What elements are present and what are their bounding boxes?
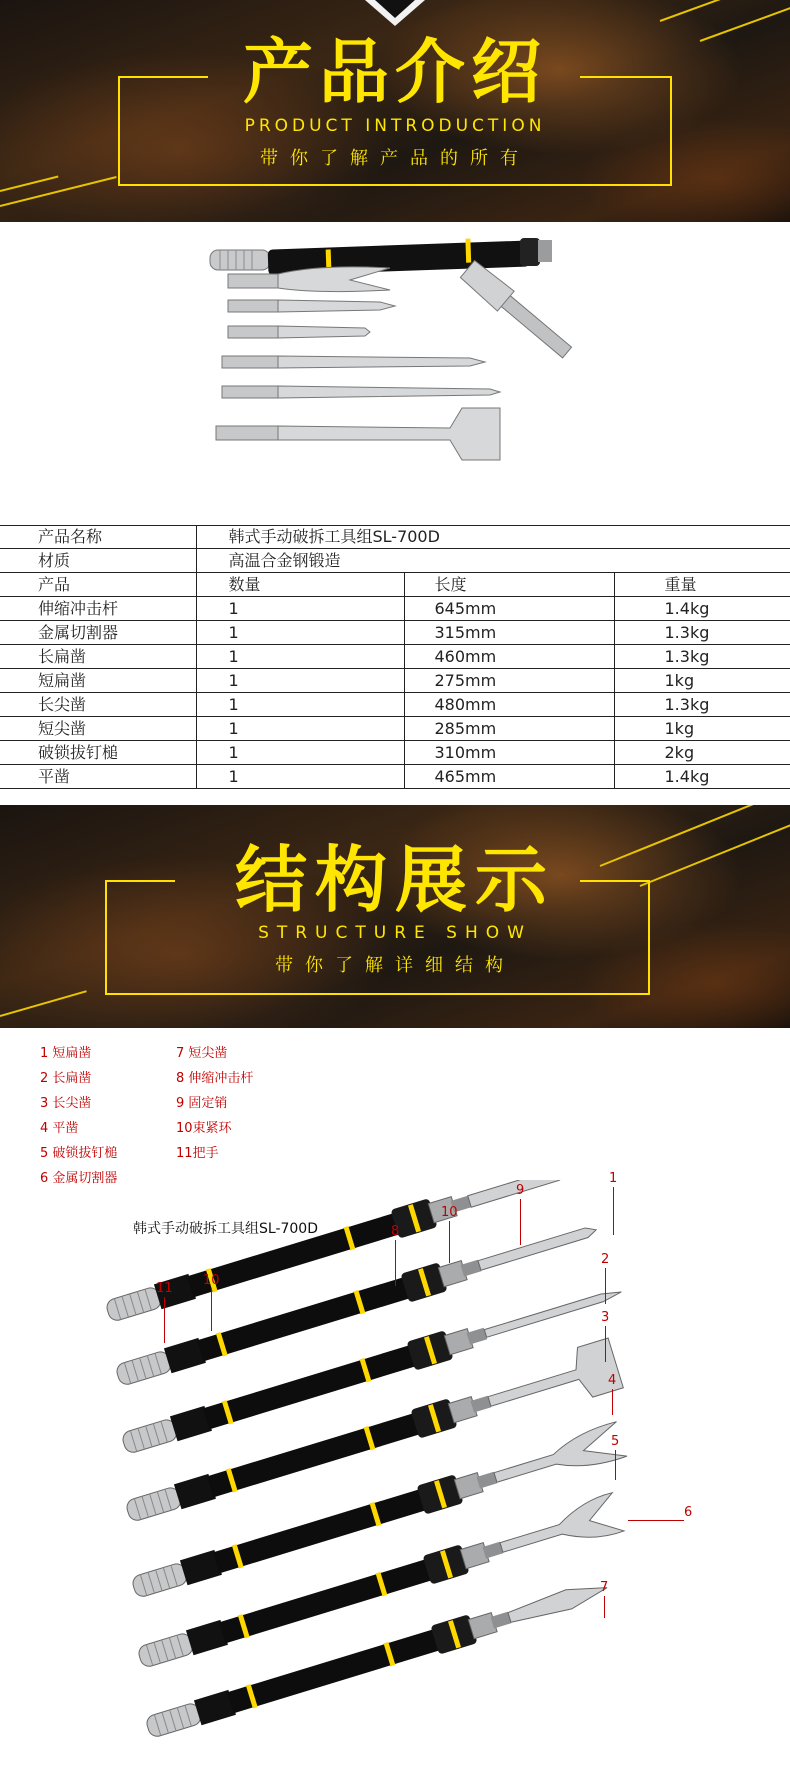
fork-tool-image	[228, 267, 390, 292]
table-row	[0, 693, 790, 717]
leader-line	[604, 1596, 605, 1618]
table-row	[0, 765, 790, 789]
table-row	[0, 549, 790, 573]
structure-diagram	[100, 1180, 700, 1770]
cell-qty: 1	[196, 693, 404, 717]
material-value: 高温合金钢锻造	[196, 549, 790, 573]
callout-6: 6	[684, 1505, 693, 1520]
leader-line	[449, 1221, 450, 1263]
callout-5: 5	[611, 1434, 620, 1449]
table-row	[0, 525, 790, 549]
cell-product: 短尖凿	[0, 717, 196, 741]
spec-table	[0, 525, 790, 789]
diagram-caption: 韩式手动破拆工具组SL-700D	[133, 1221, 318, 1237]
product-name-value: 韩式手动破拆工具组SL-700D	[196, 525, 790, 549]
cell-length: 315mm	[404, 621, 614, 645]
callout-8: 8	[391, 1224, 400, 1239]
cell-product: 金属切割器	[0, 621, 196, 645]
cell-length: 310mm	[404, 741, 614, 765]
structure-subtitle-en: STRUCTURE SHOW	[258, 923, 532, 943]
cell-length: 275mm	[404, 669, 614, 693]
cell-weight: 1.3kg	[614, 645, 790, 669]
header-qty: 数量	[196, 573, 404, 597]
product-photo	[200, 228, 620, 518]
legend-item: 10束紧环	[176, 1121, 232, 1136]
legend-left	[40, 1041, 117, 1191]
structure-banner	[0, 805, 790, 1028]
leader-line	[628, 1520, 684, 1521]
bracket-line	[105, 993, 650, 995]
cell-qty: 1	[196, 669, 404, 693]
callout-2: 2	[601, 1252, 610, 1267]
intro-subtitle-cn: 带你了解产品的所有	[260, 148, 530, 169]
callout-4: 4	[608, 1373, 617, 1388]
cell-length: 465mm	[404, 765, 614, 789]
legend-item: 5 破锁拔钉槌	[40, 1146, 118, 1161]
cell-weight: 1.3kg	[614, 621, 790, 645]
header-weight: 重量	[614, 573, 790, 597]
cell-weight: 2kg	[614, 741, 790, 765]
intro-banner	[0, 0, 790, 222]
cell-product: 长尖凿	[0, 693, 196, 717]
cell-weight: 1kg	[614, 669, 790, 693]
callout-10b: 10	[203, 1273, 220, 1288]
callout-3: 3	[601, 1310, 610, 1325]
cell-weight: 1kg	[614, 717, 790, 741]
table-row	[0, 669, 790, 693]
callout-11: 11	[156, 1281, 173, 1296]
table-row	[0, 621, 790, 645]
leader-line	[164, 1297, 165, 1343]
intro-subtitle-en: PRODUCT INTRODUCTION	[244, 116, 546, 136]
cell-product: 长扁凿	[0, 645, 196, 669]
callout-10a: 10	[441, 1205, 458, 1220]
header-product: 产品	[0, 573, 196, 597]
cell-product: 破锁拔钉槌	[0, 741, 196, 765]
legend-item: 4 平凿	[40, 1121, 79, 1136]
cell-length: 460mm	[404, 645, 614, 669]
leader-line	[605, 1326, 606, 1362]
material-label: 材质	[0, 549, 196, 573]
cell-qty: 1	[196, 621, 404, 645]
decor-stroke	[660, 0, 790, 22]
legend-item: 7 短尖凿	[176, 1046, 228, 1061]
leader-line	[520, 1199, 521, 1245]
cell-product: 短扁凿	[0, 669, 196, 693]
legend-item: 1 短扁凿	[40, 1046, 92, 1061]
cell-length: 480mm	[404, 693, 614, 717]
tool-assembly	[144, 1573, 612, 1742]
legend-item: 2 长扁凿	[40, 1071, 92, 1086]
cell-qty: 1	[196, 741, 404, 765]
cell-qty: 1	[196, 597, 404, 621]
leader-line	[605, 1268, 606, 1304]
legend-item: 6 金属切割器	[40, 1171, 118, 1186]
cell-weight: 1.4kg	[614, 597, 790, 621]
callout-7: 7	[600, 1580, 609, 1595]
bracket-line	[118, 184, 672, 186]
cell-length: 285mm	[404, 717, 614, 741]
cell-weight: 1.3kg	[614, 693, 790, 717]
legend-right	[176, 1041, 253, 1166]
cell-weight: 1.4kg	[614, 765, 790, 789]
legend-item: 3 长尖凿	[40, 1096, 92, 1111]
cell-length: 645mm	[404, 597, 614, 621]
decor-stroke	[0, 990, 87, 1017]
table-row	[0, 717, 790, 741]
header-length: 长度	[404, 573, 614, 597]
cell-product: 伸缩冲击杆	[0, 597, 196, 621]
leader-line	[612, 1389, 613, 1415]
table-header-row	[0, 573, 790, 597]
leader-line	[615, 1450, 616, 1480]
structure-title: 结构展示	[234, 838, 555, 922]
cell-qty: 1	[196, 645, 404, 669]
metal-cutter-image	[459, 259, 575, 362]
leader-line	[613, 1187, 614, 1235]
cell-qty: 1	[196, 717, 404, 741]
legend-item: 8 伸缩冲击杆	[176, 1071, 254, 1086]
cell-qty: 1	[196, 765, 404, 789]
product-name-label: 产品名称	[0, 525, 196, 549]
cell-product: 平凿	[0, 765, 196, 789]
table-row	[0, 741, 790, 765]
callout-9: 9	[516, 1183, 525, 1198]
legend-item: 11把手	[176, 1146, 219, 1161]
structure-subtitle-cn: 带你了解详细结构	[275, 955, 515, 976]
table-row	[0, 645, 790, 669]
decor-stroke	[0, 176, 117, 207]
table-row	[0, 597, 790, 621]
legend-item: 9 固定销	[176, 1096, 228, 1111]
diamond-notch-icon	[365, 0, 425, 28]
leader-line	[395, 1240, 396, 1286]
decor-stroke	[0, 176, 58, 192]
intro-title: 产品介绍	[243, 31, 547, 113]
callout-1: 1	[609, 1171, 618, 1186]
chisel-image	[216, 300, 500, 460]
leader-line	[211, 1289, 212, 1331]
